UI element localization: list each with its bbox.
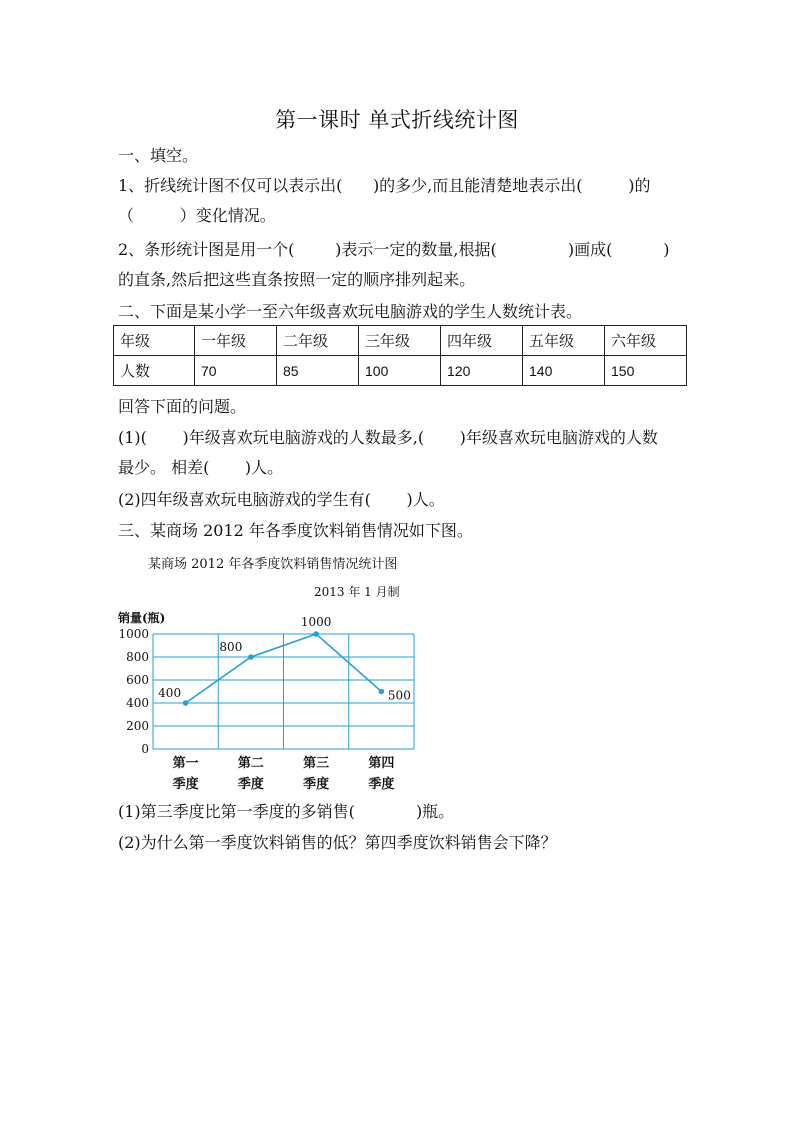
table-cell: 150: [605, 356, 687, 386]
x-tick-label: 季度: [303, 777, 330, 792]
question-2-2: (2)四年级喜欢玩电脑游戏的学生有( )人。: [118, 490, 445, 509]
data-point: [313, 631, 319, 637]
section2-heading: 二、下面是某小学一至六年级喜欢玩电脑游戏的学生人数统计表。: [118, 302, 583, 321]
table-row: [114, 356, 687, 386]
x-tick-label: 第一: [172, 756, 199, 771]
x-tick-label: 季度: [368, 777, 395, 792]
question-3-2: (2)为什么第一季度饮料销售的低？第四季度饮料销售会下降？: [118, 833, 557, 852]
data-label: 800: [219, 640, 243, 654]
x-tick-label: 季度: [172, 777, 199, 792]
y-tick-label: 800: [126, 650, 149, 664]
data-point: [248, 654, 254, 660]
y-tick-label: 200: [126, 719, 149, 733]
y-tick-label: 400: [126, 696, 149, 710]
table-header-cell: 二年级: [277, 326, 359, 356]
x-tick-label: 第四: [368, 756, 395, 771]
table-header-cell: 六年级: [605, 326, 687, 356]
table-cell: 70: [195, 356, 277, 386]
data-point: [379, 689, 385, 695]
question-1-1-line1: 1、折线统计图不仅可以表示出( )的多少,而且能清楚地表示出( )的: [118, 176, 651, 195]
chart-title: 某商场 2012 年各季度饮料销售情况统计图: [148, 557, 398, 572]
chart-subtitle: 2013 年 1 月制: [314, 585, 400, 599]
y-tick-label: 1000: [118, 627, 149, 641]
line-chart: [110, 606, 430, 796]
data-point: [183, 700, 189, 706]
y-tick-label: 600: [126, 673, 149, 687]
section3-heading: 三、某商场 2012 年各季度饮料销售情况如下图。: [118, 521, 473, 540]
question-1-2-line2: 的直条,然后把这些直条按照一定的顺序排列起来。: [118, 270, 476, 289]
table-header-cell: 五年级: [523, 326, 605, 356]
x-tick-label: 季度: [237, 777, 264, 792]
question-1-1-line2: （ ）变化情况。: [118, 206, 276, 225]
table-header-row: [114, 326, 687, 356]
y-tick-label: 0: [141, 742, 149, 756]
table-cell: 100: [359, 356, 441, 386]
x-tick-label: 第三: [303, 756, 330, 771]
question-3-1: (1)第三季度比第一季度的多销售( )瓶。: [118, 802, 455, 821]
table-header-cell: 三年级: [359, 326, 441, 356]
data-label: 1000: [300, 615, 332, 629]
y-axis-label: 销量(瓶): [118, 611, 166, 625]
question-1-2-line1: 2、条形统计图是用一个( )表示一定的数量,根据( )画成( ): [118, 240, 670, 259]
section2-prompt: 回答下面的问题。: [118, 397, 247, 416]
table-header-cell: 四年级: [441, 326, 523, 356]
question-2-1-line2: 最少。 相差( )人。: [118, 458, 284, 477]
page-title: 第一课时 单式折线统计图: [275, 108, 519, 132]
x-tick-label: 第二: [237, 756, 264, 771]
table-cell: 人数: [114, 356, 195, 386]
data-label: 400: [158, 686, 182, 700]
data-label: 500: [387, 688, 411, 703]
table-cell: 85: [277, 356, 359, 386]
table-cell: 140: [523, 356, 605, 386]
table-header-cell: 一年级: [195, 326, 277, 356]
table-header-cell: 年级: [114, 326, 195, 356]
grade-table: [113, 325, 687, 386]
table-cell: 120: [441, 356, 523, 386]
section1-heading: 一、填空。: [118, 146, 199, 165]
question-2-1-line1: (1)( )年级喜欢玩电脑游戏的人数最多,( )年级喜欢玩电脑游戏的人数: [118, 428, 658, 447]
